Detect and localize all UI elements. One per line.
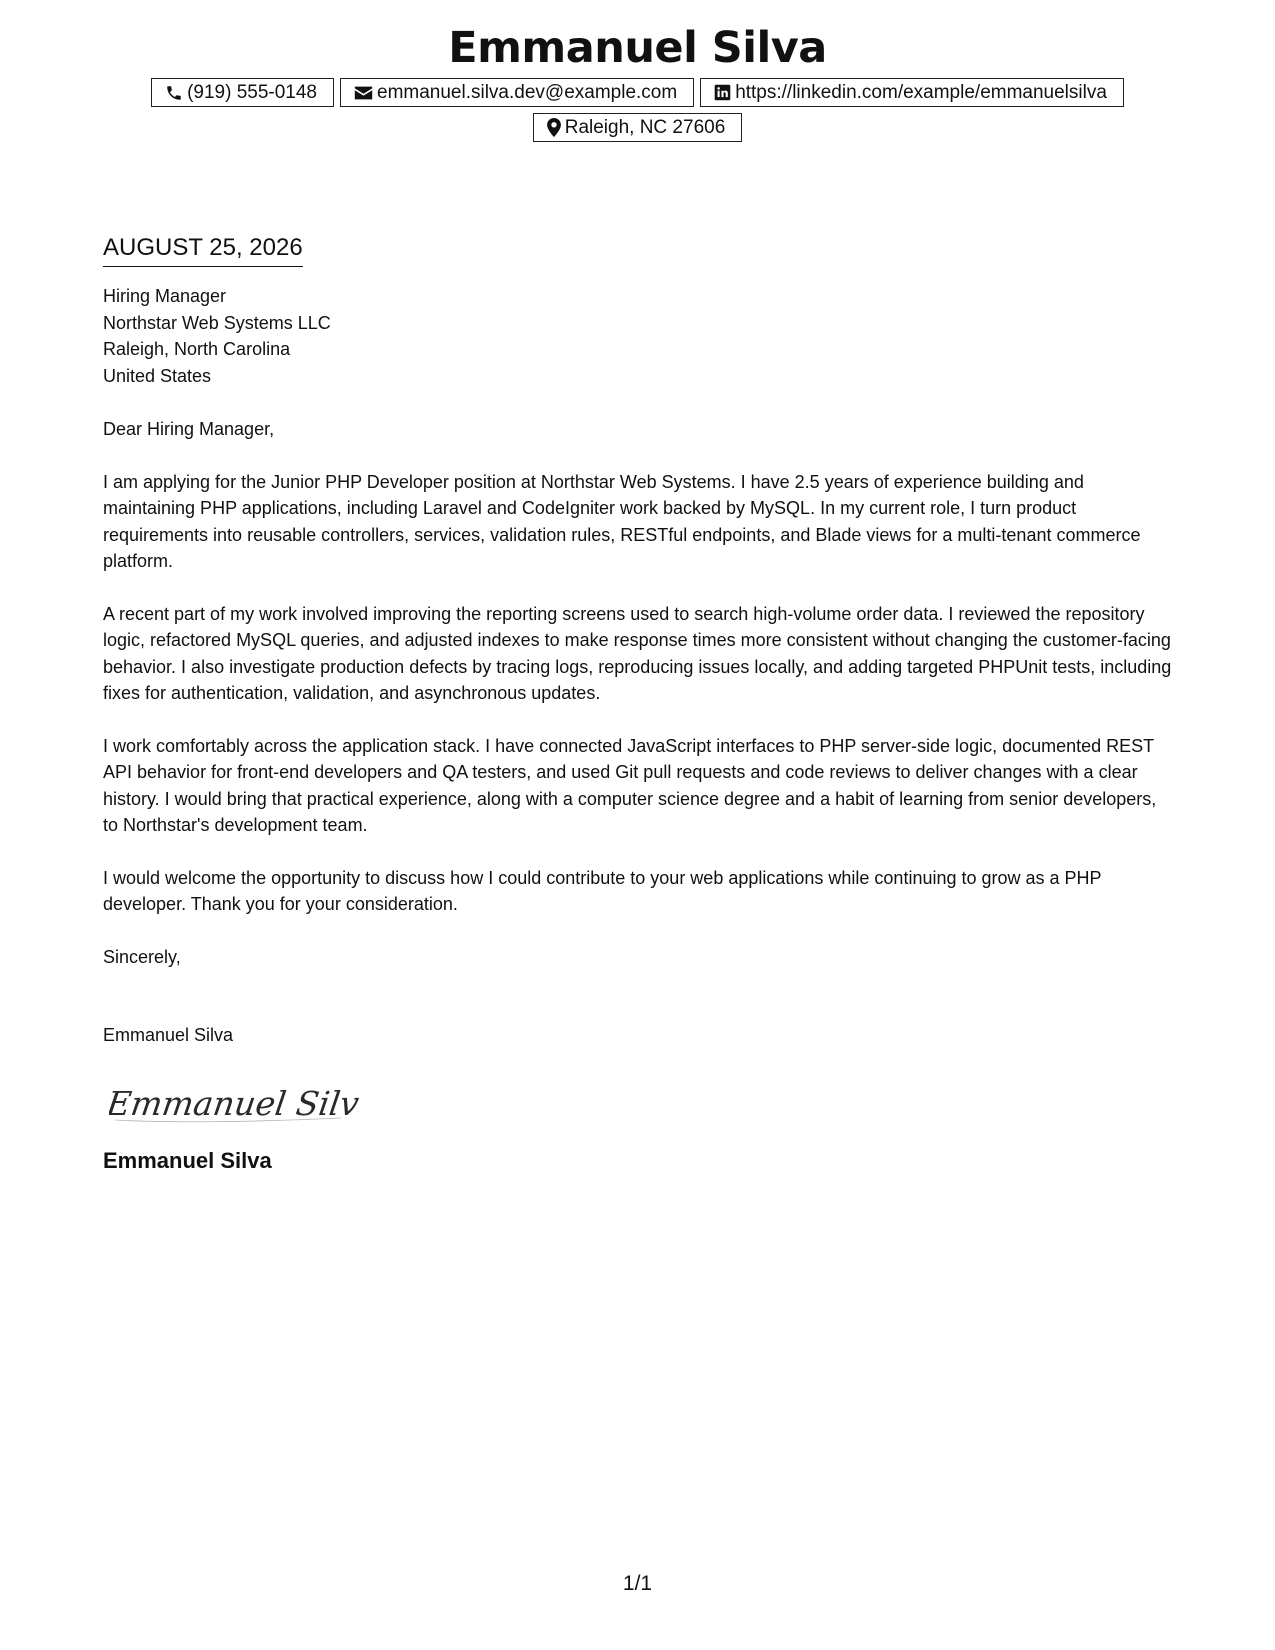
letter-date: AUGUST 25, 2026 (103, 232, 303, 267)
recipient-address (103, 283, 1175, 389)
location-text: Raleigh, NC 27606 (564, 117, 726, 138)
phone-icon (165, 84, 183, 102)
phone-number: (919) 555-0148 (187, 82, 317, 103)
location-chip (533, 113, 743, 142)
svg-text:Emmanuel Silva: Emmanuel Silva (109, 1083, 359, 1123)
contact-row-primary (0, 78, 1275, 107)
typed-name: Emmanuel Silva (103, 1025, 234, 1045)
body-paragraph-1: I am applying for the Junior PHP Developer position at Northstar Web Systems. I have 2.5 years of experience building and maintaining PHP applications, including Laravel and CodeIgniter work backed by MySQL. In my current role, I turn product requirements into reusable controllers, services, validation rules, RESTful endpoints, and Blade views for a multi-tenant commerce platform. (103, 471, 1141, 571)
body-paragraph-2: A recent part of my work involved improving the reporting screens used to search high-volume order data. I reviewed the repository logic, refactored MySQL queries, and adjusted indexes to make response times more consistent without changing the customer-facing behavior. I also investigate production defects by tracing logs, reproducing issues locally, and adding targeted PHPUnit tests, including fixes for authentication, validation, and asynchronous updates. (103, 603, 1172, 703)
signer-name: Emmanuel Silva (103, 1147, 272, 1173)
letter-header (0, 0, 1275, 142)
linkedin-icon (714, 84, 731, 101)
recipient-title: Hiring Manager (103, 286, 227, 306)
email-chip[interactable] (340, 78, 694, 107)
closing-line: Sincerely, (103, 946, 181, 967)
map-pin-icon (547, 118, 561, 137)
salutation: Dear Hiring Manager, (103, 419, 275, 439)
email-address: emmanuel.silva.dev@example.com (377, 82, 678, 103)
linkedin-chip[interactable] (700, 78, 1124, 107)
contact-row-secondary (0, 113, 1275, 142)
linkedin-url: https://linkedin.com/example/emmanuelsilva (735, 82, 1107, 103)
recipient-country: United States (103, 365, 212, 386)
body-paragraph-3: I work comfortably across the application stack. I have connected JavaScript interfaces to PHP server-side logic, documented REST API behavior for front-end developers and QA testers, and used Git pull requests and code reviews to deliver changes with a clear history. I would bring that practical experience, along with a computer science degree and a habit of learning from senior developers, to Northstar's development team. (103, 735, 1157, 835)
phone-chip[interactable] (151, 78, 334, 107)
recipient-city: Raleigh, North Carolina (103, 339, 291, 359)
recipient-company: Northstar Web Systems LLC (103, 312, 331, 333)
applicant-name: Emmanuel Silva (448, 23, 827, 73)
page-indicator: 1/1 (622, 1572, 653, 1595)
body-paragraph-4: I would welcome the opportunity to discuss how I could contribute to your web applications while continuing to grow as a PHP developer. Thank you for your consideration. (103, 867, 1102, 914)
letter-body (103, 232, 1175, 1175)
envelope-icon (354, 85, 373, 101)
handwritten-signature (109, 1075, 1175, 1131)
